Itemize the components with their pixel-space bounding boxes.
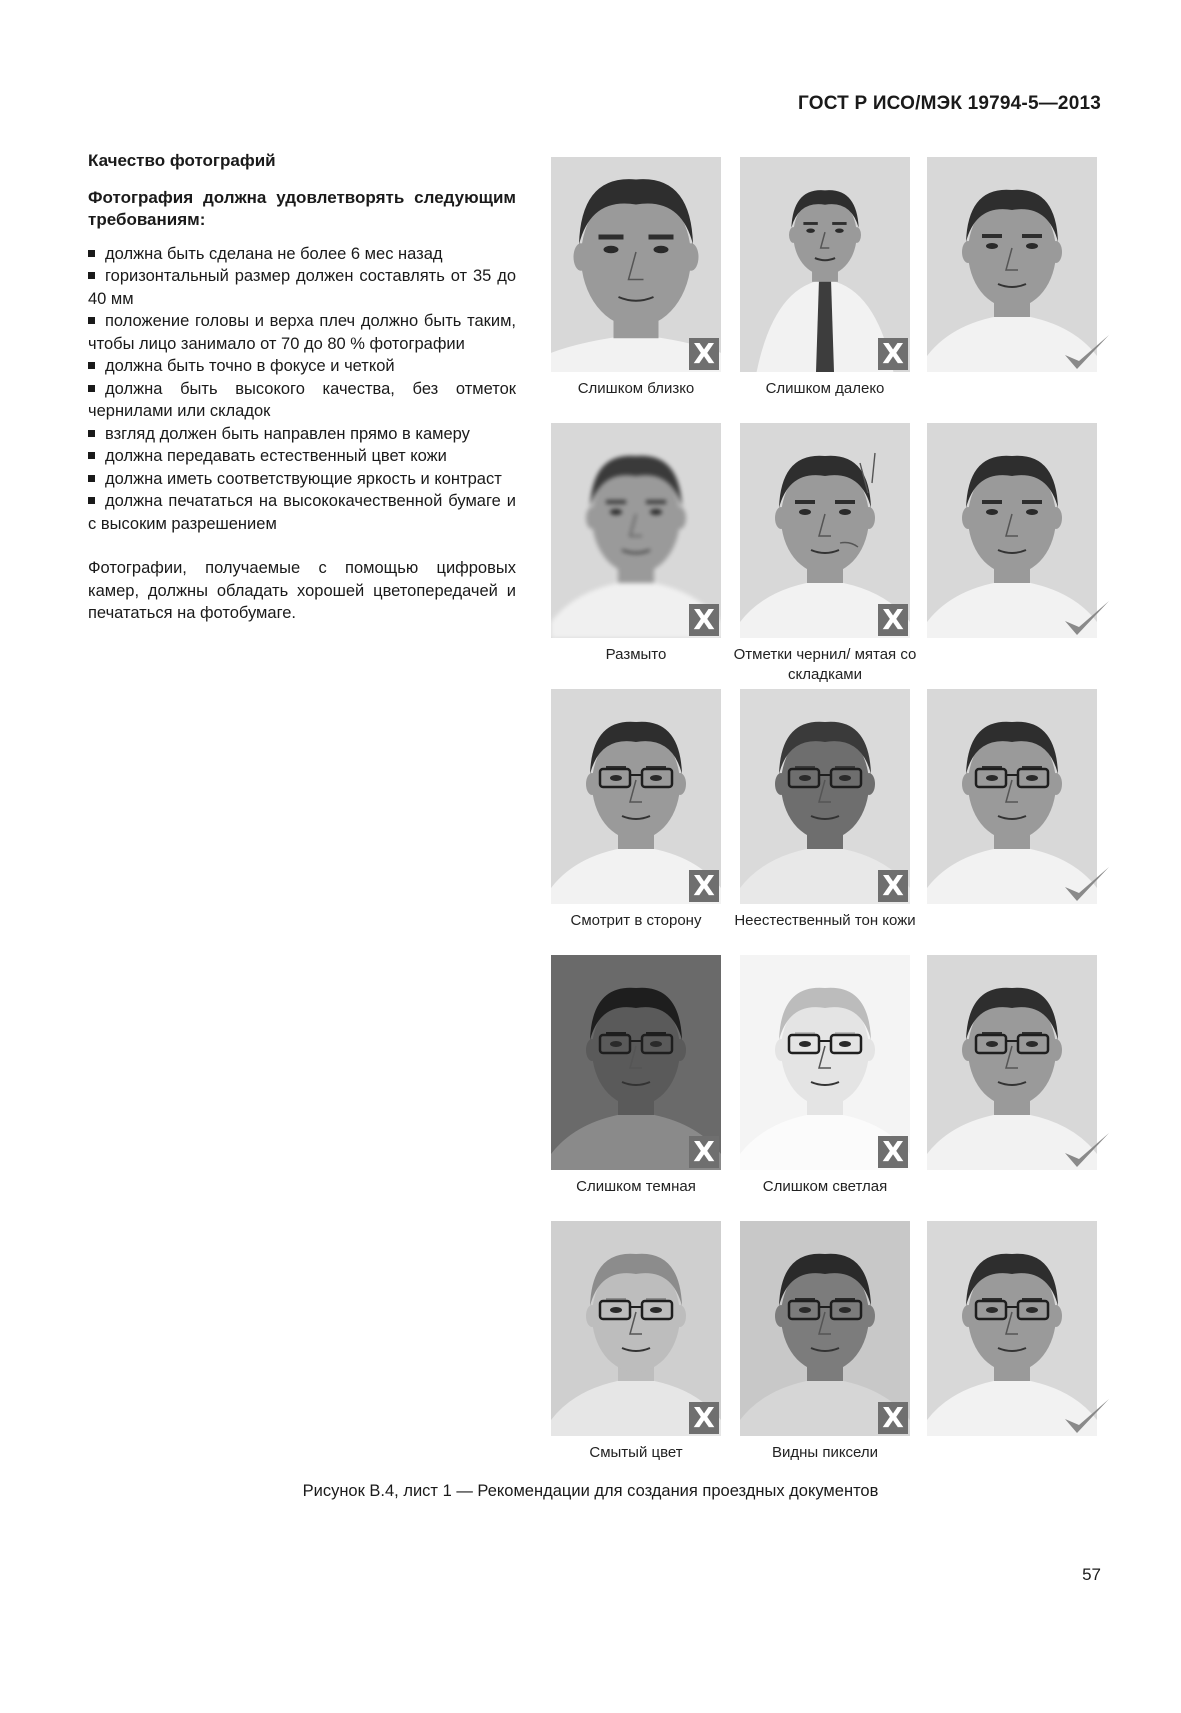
requirement-item: должна быть точно в фокусе и четкой [88, 355, 516, 378]
photo-caption: Слишком темная [576, 1178, 696, 1195]
reject-x-icon: X [878, 1402, 908, 1434]
reject-x-icon: X [878, 1136, 908, 1168]
bullet-square-icon [88, 430, 95, 437]
requirement-item: должна иметь соответствующие яркость и контраст [88, 468, 516, 491]
bullet-square-icon [88, 452, 95, 459]
bullet-square-icon [88, 497, 95, 504]
accept-check-icon [1063, 1131, 1111, 1171]
requirement-item: должна быть сделана не более 6 мес назад [88, 243, 516, 266]
photo-caption: Отметки чернил/ мятая со складками [733, 646, 917, 683]
photo-caption: Смытый цвет [589, 1444, 683, 1461]
example-photo [740, 955, 910, 1170]
bullet-square-icon [88, 362, 95, 369]
page-number: 57 [1082, 1565, 1101, 1584]
digital-camera-paragraph: Фотографии, получаемые с помощью цифровых камер, должны обладать хорошей цветопередачей и печататься на фотобумаге. [88, 559, 516, 622]
bullet-square-icon [88, 475, 95, 482]
reject-x-icon: X [689, 1136, 719, 1168]
photo-caption: Размыто [605, 646, 667, 663]
photo-caption: Смотрит в сторону [570, 912, 702, 929]
photo-caption: Слишком светлая [762, 1178, 888, 1195]
requirement-item: положение головы и верха плеч должно быть таким, чтобы лицо занимало от 70 до 80 % фотографии [88, 312, 516, 353]
bullet-square-icon [88, 385, 95, 392]
reject-x-icon: X [878, 338, 908, 370]
requirement-item: должна передавать естественный цвет кожи [88, 445, 516, 468]
reject-x-icon: X [689, 338, 719, 370]
reject-x-icon: X [689, 870, 719, 902]
example-photo [740, 157, 910, 372]
photo-caption: Неестественный тон кожи [734, 912, 916, 929]
reject-x-icon: X [689, 604, 719, 636]
photo-caption: Слишком далеко [765, 380, 885, 397]
example-photo [551, 157, 721, 372]
bullet-square-icon [88, 317, 95, 324]
example-photo [740, 1221, 910, 1436]
figure-caption: Рисунок В.4, лист 1 — Рекомендации для создания проездных документов [302, 1482, 879, 1500]
photo-caption: Видны пиксели [771, 1444, 879, 1461]
requirement-item: должна печататься на высококачественной бумаге и с высоким разрешением [88, 492, 516, 533]
example-photo [551, 1221, 721, 1436]
reject-x-icon: X [878, 604, 908, 636]
example-photo [551, 423, 721, 638]
document-header: ГОСТ Р ИСО/МЭК 19794-5—2013 [798, 93, 1101, 114]
accept-check-icon [1063, 333, 1111, 373]
requirement-item: должна быть высокого качества, без отметок чернилами или складок [88, 379, 516, 420]
example-photo [551, 689, 721, 904]
example-photo [740, 689, 910, 904]
reject-x-icon: X [689, 1402, 719, 1434]
section-subtitle: Фотография должна удовлетворять следующим требованиям: [88, 187, 516, 229]
reject-x-icon: X [878, 870, 908, 902]
requirements-list [88, 243, 516, 536]
requirements-column [88, 150, 516, 625]
section-title: Качество фотографий [88, 151, 276, 170]
photo-caption: Слишком близко [577, 380, 695, 397]
example-photo [740, 423, 910, 638]
bullet-square-icon [88, 272, 95, 279]
accept-check-icon [1063, 865, 1111, 905]
example-photo [551, 955, 721, 1170]
accept-check-icon [1063, 599, 1111, 639]
requirement-item: взгляд должен быть направлен прямо в камеру [88, 423, 516, 446]
requirement-item: горизонтальный размер должен составлять от 35 до 40 мм [88, 267, 516, 308]
bullet-square-icon [88, 250, 95, 257]
accept-check-icon [1063, 1397, 1111, 1437]
